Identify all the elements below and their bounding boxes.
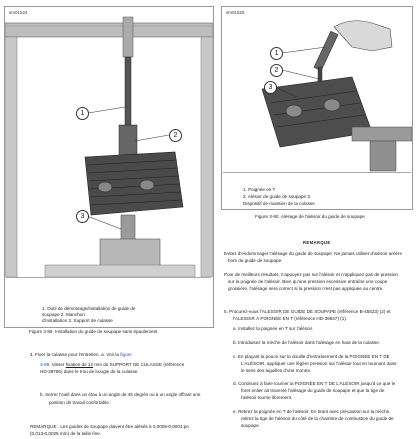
step-4-line-3: HD-39786) dans le trou de bougie de la culasse. xyxy=(40,369,139,374)
remark-line-1: REMARQUE : Les guides de soupape doivent être alésés à 0,0005-0,0001 po xyxy=(30,424,189,429)
valve-guide-installation-illustration xyxy=(5,7,213,277)
fixation-12mm-text: fixation de 12 xyxy=(65,362,94,367)
figure-3-90 xyxy=(221,6,413,210)
remark-line-2: (0,013-0,0025 mm) de la taille fine. xyxy=(30,431,101,436)
bullet-2-line-3: grossière, l'alésage sera correct si la pression n'est pas appliquée au centre. xyxy=(228,286,384,291)
step-5-line-1: 5. Procurez-vous l'ALESOIR DE GUIDE DE SOUPAPE (référence B-45523) (2) et xyxy=(224,309,391,314)
callout-1: 1 xyxy=(76,107,89,120)
valve-guide-reaming-illustration xyxy=(222,7,412,172)
step-5e-line-3: soupape. xyxy=(241,423,260,428)
legend-line-2: 2. Alésoir de guide de soupape 3. xyxy=(243,194,312,199)
figure-3-89-caption: Figure 3-89. Installation du guide de soupape sans épaulement xyxy=(29,329,158,334)
figure-legend xyxy=(6,277,211,326)
figure-legend xyxy=(223,172,411,209)
figure-link[interactable]: figure xyxy=(120,352,132,357)
legend-line-2: soupape 2. Manchon xyxy=(42,312,85,317)
bullet-2-line-2: sur la poignée de l'alésoir. Bien qu'une pression excessive entraîne une coupe xyxy=(228,279,388,284)
figure-3-89-link[interactable]: 3-89 xyxy=(40,362,50,367)
step-5d-line-1: d. Continuez à faire tourner la POIGNÉE EN T DE L'ALÉSOIR jusqu'à ce que le xyxy=(233,381,396,386)
step-5b: b. Introduisez la mèche de l'alésoir dans l'alésage en haut de la culasse. xyxy=(233,340,381,345)
step-4-line-1: 4. Fixer la culasse pour l'entretien. a. Voir la figure xyxy=(30,352,132,357)
step-4b-line-1: b. Serrer l'outil dans un étau à un angle de 45 degrés ou à un angle offrant une xyxy=(40,392,201,397)
step-5e-line-2: retirez la tige de l'alésoir du côté de la chambre de combustion du guide de xyxy=(241,416,394,421)
note-title: REMARQUE xyxy=(303,240,331,245)
step-5c-line-1: c. En plaçant la pouce sur la douille d'entraînement de la POIGNÉE EN T DE xyxy=(233,354,390,359)
callout-2: 2 xyxy=(169,129,182,142)
step-5e-line-1: e. Retirez la poignée en T de l'alésoir. En tirant avec précaution sur la mèche, xyxy=(233,409,391,414)
step-5d-line-3: l'alésoir tourne librement. xyxy=(241,395,293,400)
step-4b-line-2: position de travail confortable. xyxy=(49,400,111,405)
legend-line-1: 1. Outil de démontage/installation de guide de xyxy=(42,306,136,311)
callout-2: 2 xyxy=(270,64,283,77)
bullet-1-line-2: hors du guide de soupape. xyxy=(228,258,283,263)
step-5-line-2: l'ALESOIR À POIGNÉE EN T (référence HD-39847) (1). xyxy=(233,316,348,321)
step-5c-line-3: le sens des aiguilles d'une montre. xyxy=(241,368,312,373)
legend-line-1: 1. Poignée en T xyxy=(243,187,276,192)
figure-3-89 xyxy=(4,6,214,328)
bullet-2-line-1: Pour de meilleurs résultats, n'appuyez pas sur l'alésoir et n'appliquez pas de pression xyxy=(224,272,398,277)
callout-3: 3 xyxy=(264,81,277,94)
step-5a: a. Installez la poignée en T sur l'alésoir. xyxy=(233,326,314,331)
legend-line-3: Dispositif de maintien de la culasse xyxy=(243,201,315,206)
callout-1: 1 xyxy=(270,47,283,60)
step-4-line-2: 3-89. Visser fixation de 12 mm du SUPPORT DE CULASSE (référence xyxy=(40,362,185,367)
legend-line-3: d'installation 3. Support de culasse xyxy=(42,318,113,323)
step-5c-line-2: L'ALÉSOIR, appliquer une légère pression sur l'alésoir tout en tournant dans xyxy=(241,361,397,366)
figure-id: sm01524 xyxy=(9,10,28,15)
callout-3: 3 xyxy=(76,210,89,223)
step-5d-line-2: foret entier ait traversé l'alésage du guide de soupape et que la tige de xyxy=(241,388,385,393)
figure-id: sm01525 xyxy=(226,10,245,15)
figure-3-90-caption: Figure 3-90. Alésage de l'alésoir du guide de soupape xyxy=(255,214,365,219)
bullet-1-line-1: Evitez d'endommager l'alésage du guide de soupape. Ne jamais utiliser d'alésoir arrière xyxy=(224,251,403,256)
